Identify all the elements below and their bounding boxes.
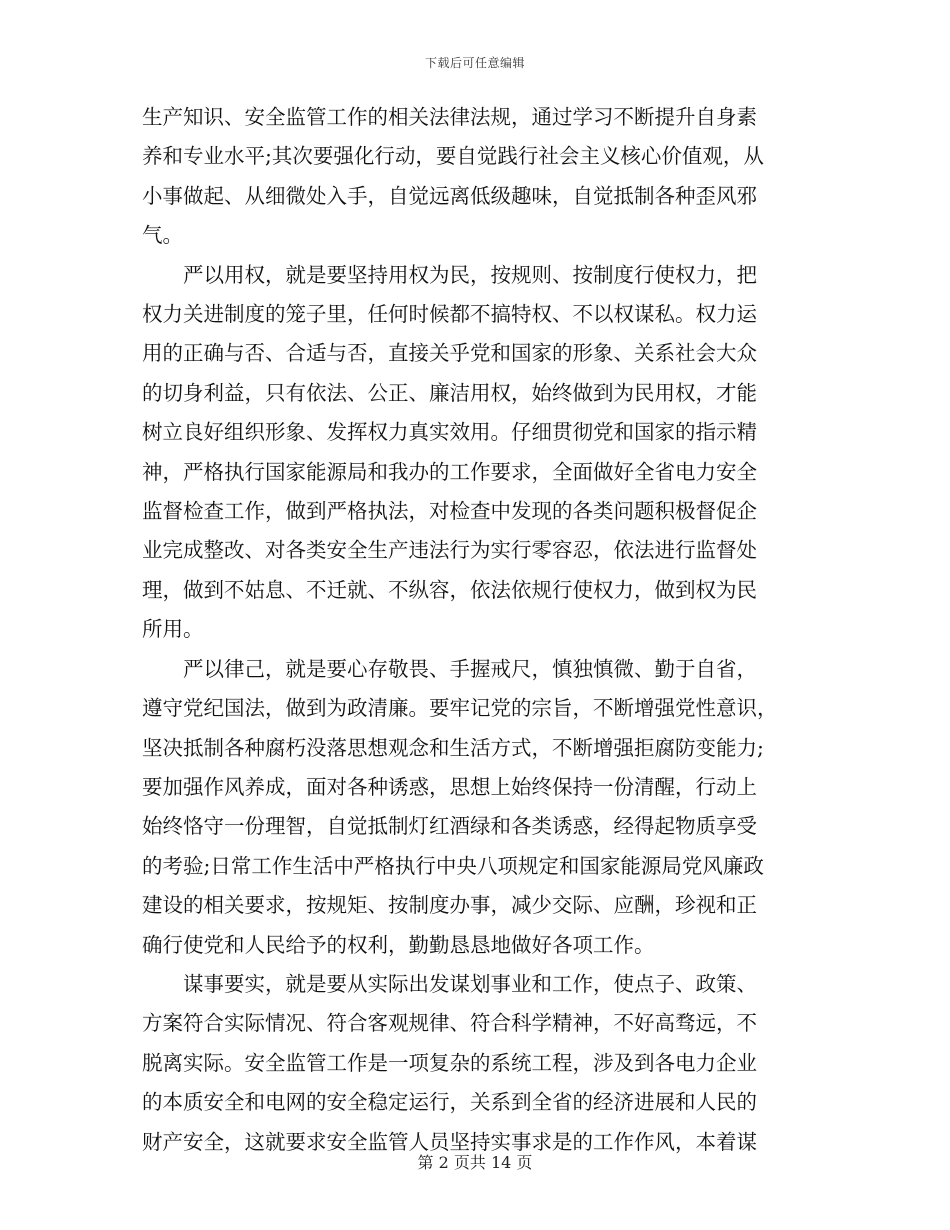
paragraph-line: 方案符合实际情况、符合客观规律、符合科学精神，不好高骛远，不 [142, 1011, 757, 1036]
paragraph-line: 用的正确与否、合适与否，直接关乎党和国家的形象、关系社会大众 [142, 341, 757, 366]
paragraph-line: 养和专业水平;其次要强化行动，要自觉践行社会主义核心价值观，从 [142, 144, 764, 169]
body-paragraph [142, 965, 812, 1162]
paragraph-line: 的考验;日常工作生活中严格执行中央八项规定和国家能源局党风廉政 [142, 853, 764, 878]
body-paragraph [142, 98, 812, 256]
paragraph-line: 理，做到不姑息、不迁就、不纵容，依法依规行使权力，做到权为民 [142, 577, 757, 602]
paragraph-line: 财产安全，这就要求安全监管人员坚持实事求是的工作作风，本着谋 [142, 1129, 757, 1154]
paragraph-line: 树立良好组织形象、发挥权力真实效用。仔细贯彻党和国家的指示精 [142, 420, 757, 445]
paragraph-line: 谋事要实，就是要从实际出发谋划事业和工作，使点子、政策、 [142, 971, 757, 996]
paragraph-line: 生产知识、安全监管工作的相关法律法规，通过学习不断提升自身素 [142, 105, 757, 129]
paragraph-line: 严以律己，就是要心存敬畏、手握戒尺，慎独慎微、勤于自省， [142, 656, 757, 681]
paragraph-line: 所用。 [142, 617, 204, 642]
paragraph-line: 建设的相关要求，按规矩、按制度办事，减少交际、应酬，珍视和正 [142, 893, 757, 918]
paragraph-line: 监督检查工作，做到严格执法，对检查中发现的各类问题积极督促企 [142, 499, 757, 524]
paragraph-line: 严以用权，就是要坚持用权为民，按规则、按制度行使权力，把 [142, 262, 757, 287]
paragraph-line: 气。 [142, 223, 183, 248]
body-paragraph [142, 256, 812, 650]
document-body [142, 98, 812, 1162]
paragraph-line: 遵守党纪国法，做到为政清廉。要牢记党的宗旨，不断增强党性意识， [142, 696, 778, 721]
body-paragraph [142, 650, 812, 965]
paragraph-line: 权力关进制度的笼子里，任何时候都不搞特权、不以权谋私。权力运 [142, 302, 757, 327]
paragraph-line: 小事做起、从细微处入手，自觉远离低级趣味，自觉抵制各种歪风邪 [142, 183, 757, 208]
paragraph-line: 确行使党和人民给予的权利，勤勤恳恳地做好各项工作。 [142, 932, 655, 957]
page-header-note: 下载后可任意编辑 [424, 56, 525, 70]
paragraph-line: 的切身利益，只有依法、公正、廉洁用权，始终做到为民用权，才能 [142, 380, 757, 405]
page-number-footer: 第 2 页共 14 页 [417, 1153, 533, 1172]
paragraph-line: 脱离实际。安全监管工作是一项复杂的系统工程，涉及到各电力企业 [142, 1050, 757, 1075]
paragraph-line: 始终恪守一份理智，自觉抵制灯红酒绿和各类诱惑，经得起物质享受 [142, 814, 757, 839]
paragraph-line: 的本质安全和电网的安全稳定运行，关系到全省的经济进展和人民的 [142, 1090, 757, 1115]
paragraph-line: 要加强作风养成，面对各种诱惑，思想上始终保持一份清醒，行动上 [142, 774, 757, 799]
paragraph-line: 神，严格执行国家能源局和我办的工作要求，全面做好全省电力安全 [142, 459, 757, 484]
paragraph-line: 业完成整改、对各类安全生产违法行为实行零容忍，依法进行监督处 [142, 538, 757, 563]
paragraph-line: 坚决抵制各种腐朽没落思想观念和生活方式，不断增强拒腐防变能力; [142, 735, 764, 760]
